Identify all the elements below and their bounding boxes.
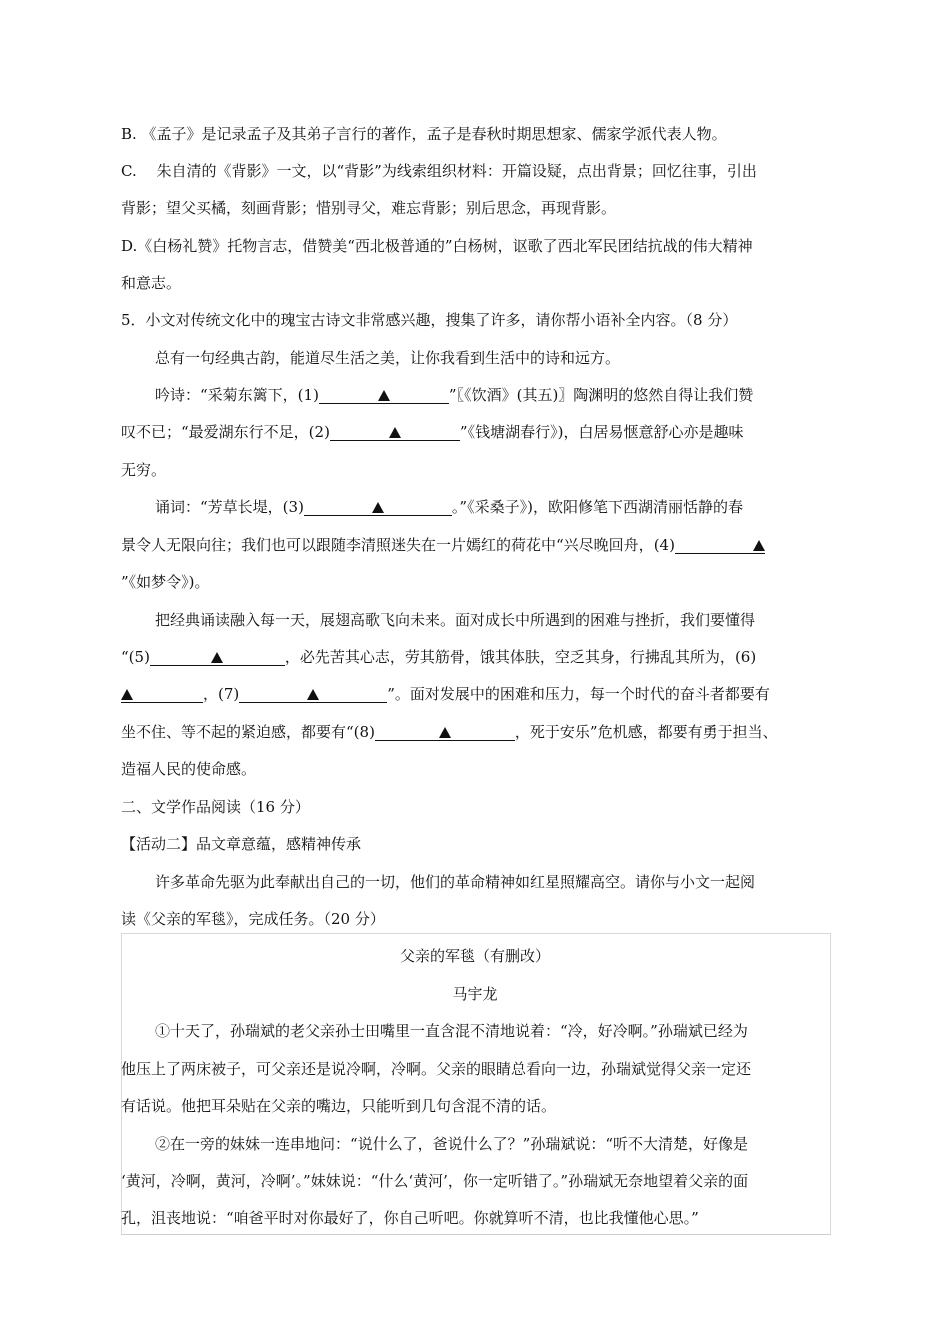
article-p1-line2: 他压上了两床被子，可父亲还是说冷啊，冷啊。父亲的眼睛总看向一边，孙瑞斌觉得父亲一定还	[121, 1060, 752, 1078]
section-2-intro-line1: 许多革命先驱为此奉献出自己的一切，他们的革命精神如红星照耀高空。请你与小文一起阅	[155, 873, 756, 891]
q5-ci-line1	[155, 497, 743, 519]
triangle-marker-icon	[211, 652, 223, 663]
blank-6[interactable]	[121, 684, 203, 703]
blank-3[interactable]	[304, 497, 452, 516]
triangle-marker-icon	[307, 689, 319, 700]
blank-1-number: (1)	[297, 386, 319, 404]
blank-5[interactable]	[150, 647, 285, 666]
q5-jd-line3	[121, 684, 770, 706]
article-p2-line2: ‘黄河，冷啊，黄河，冷啊’。”妹妹说：“什么‘黄河’，你一定听错了。”孙瑞斌无奈地望着父亲的面	[121, 1172, 749, 1190]
jd-text-d: 坐不住、等不起的紧迫感，都要有“	[121, 723, 354, 741]
q5-jd-line4	[121, 722, 778, 744]
section-2-intro-line2: 读《父亲的军毯》，完成任务。（20 分）	[121, 910, 385, 928]
q5-poem-line3: 无穷。	[121, 461, 167, 479]
article-author: 马宇龙	[452, 985, 498, 1003]
q5-poem-line2	[121, 422, 743, 444]
blank-2[interactable]	[330, 422, 460, 441]
q5-ci-line2	[121, 535, 765, 557]
triangle-marker-icon	[753, 540, 765, 551]
jd-quote-open: “	[121, 648, 129, 666]
triangle-marker-icon	[372, 502, 384, 513]
section-2-title: 二、文学作品阅读（16 分）	[121, 798, 310, 816]
ci-text-c: 景令人无限向往；我们也可以跟随李清照迷失在一片嫣红的荷花中“兴尽晚回舟，	[121, 536, 654, 554]
q5-ci-line3: ”《如梦令》)。	[121, 573, 210, 591]
blank-7[interactable]	[239, 684, 387, 703]
article-p2-line1: ②在一旁的妹妹一连串地问：“说什么了，爸说什么了？”孙瑞斌说：“听不大清楚，好像是	[155, 1135, 749, 1153]
q5-poem-line1	[155, 385, 753, 407]
blank-2-number: (2)	[308, 423, 330, 441]
q5-jd-line2	[121, 647, 756, 669]
option-d-line1: D.《白杨礼赞》托物言志，借赞美“西北极普通的”白杨树，讴歌了西北军民团结抗战的伟大精神	[121, 237, 753, 255]
triangle-marker-icon	[389, 427, 401, 438]
question-5-stem: 5．小文对传统文化中的瑰宝古诗文非常感兴趣，搜集了许多，请你帮小语补全内容。（8 分）	[121, 311, 738, 329]
activity-2-heading: 【活动二】品文章意蕴，感精神传承	[121, 835, 362, 853]
blank-8-number: (8)	[353, 723, 375, 741]
article-p1-line3: 有话说。他把耳朵贴在父亲的嘴边，只能听到几句含混不清的话。	[121, 1097, 557, 1115]
poem-text-b: ”〖《饮酒》(其五)〗陶渊明的悠然自得让我们赞	[448, 386, 754, 404]
blank-6-number: (6)	[734, 648, 757, 666]
article-p2-line3: 孔，沮丧地说：“咱爸平时对你最好了，你自己听吧。你就算听不清，也比我懂他心思。”	[121, 1209, 699, 1227]
triangle-marker-icon	[439, 727, 451, 738]
blank-4[interactable]	[675, 535, 765, 554]
triangle-marker-icon	[378, 390, 390, 401]
q5-jd-line5: 造福人民的使命感。	[121, 760, 257, 778]
blank-3-number: (3)	[282, 498, 304, 516]
triangle-marker-icon	[121, 689, 133, 700]
blank-7-number: (7)	[218, 685, 240, 703]
q5-intro: 总有一句经典古韵，能道尽生活之美，让你我看到生活中的诗和远方。	[155, 349, 621, 367]
poem-text-c: 叹不已；“最爱湖东行不足，	[121, 423, 309, 441]
poem-text-a: 吟诗：“采菊东篱下，	[155, 386, 298, 404]
ci-text-a: 诵词：“芳草长堤，	[155, 498, 283, 516]
blank-5-number: (5)	[128, 648, 150, 666]
option-c-line2: 背影；望父买橘，刻画背影；惜别寻父，难忘背影；别后思念，再现背影。	[121, 199, 617, 217]
blank-1[interactable]	[319, 385, 449, 404]
jd-comma: ，	[203, 685, 219, 703]
article-p1-line1: ①十天了，孙瑞斌的老父亲孙士田嘴里一直含混不清地说着：“冷，好冷啊。”孙瑞斌已经为	[155, 1022, 748, 1040]
jd-text-e: ，死于安乐”危机感，都要有勇于担当、	[514, 723, 778, 741]
option-c-line1: C. 朱自清的《背影》一文，以“背影”为线索组织材料：开篇设疑，点出背景；回忆往事，引出	[121, 162, 757, 180]
article-title: 父亲的军毯（有删改）	[399, 947, 550, 965]
poem-text-d: ”《钱塘湖春行》)，白居易惬意舒心亦是趣味	[459, 423, 744, 441]
ci-text-b: 。”《采桑子》)，欧阳修笔下西湖清丽恬静的春	[451, 498, 743, 516]
jd-text-b: ，必先苦其心志，劳其筋骨，饿其体肤，空乏其身，行拂乱其所为，	[284, 648, 735, 666]
jd-text-c: ”。面对发展中的困难和压力，每一个时代的奋斗者都要有	[387, 685, 770, 703]
q5-jd-line1: 把经典诵读融入每一天，展翅高歌飞向未来。面对成长中所遇到的困难与挫折，我们要懂得	[155, 611, 756, 629]
blank-4-number: (4)	[653, 536, 675, 554]
blank-8[interactable]	[375, 722, 515, 741]
option-d-line2: 和意志。	[121, 274, 182, 292]
option-b: B. 《孟子》是记录孟子及其弟子言行的著作，孟子是春秋时期思想家、儒家学派代表人物。	[121, 125, 727, 143]
